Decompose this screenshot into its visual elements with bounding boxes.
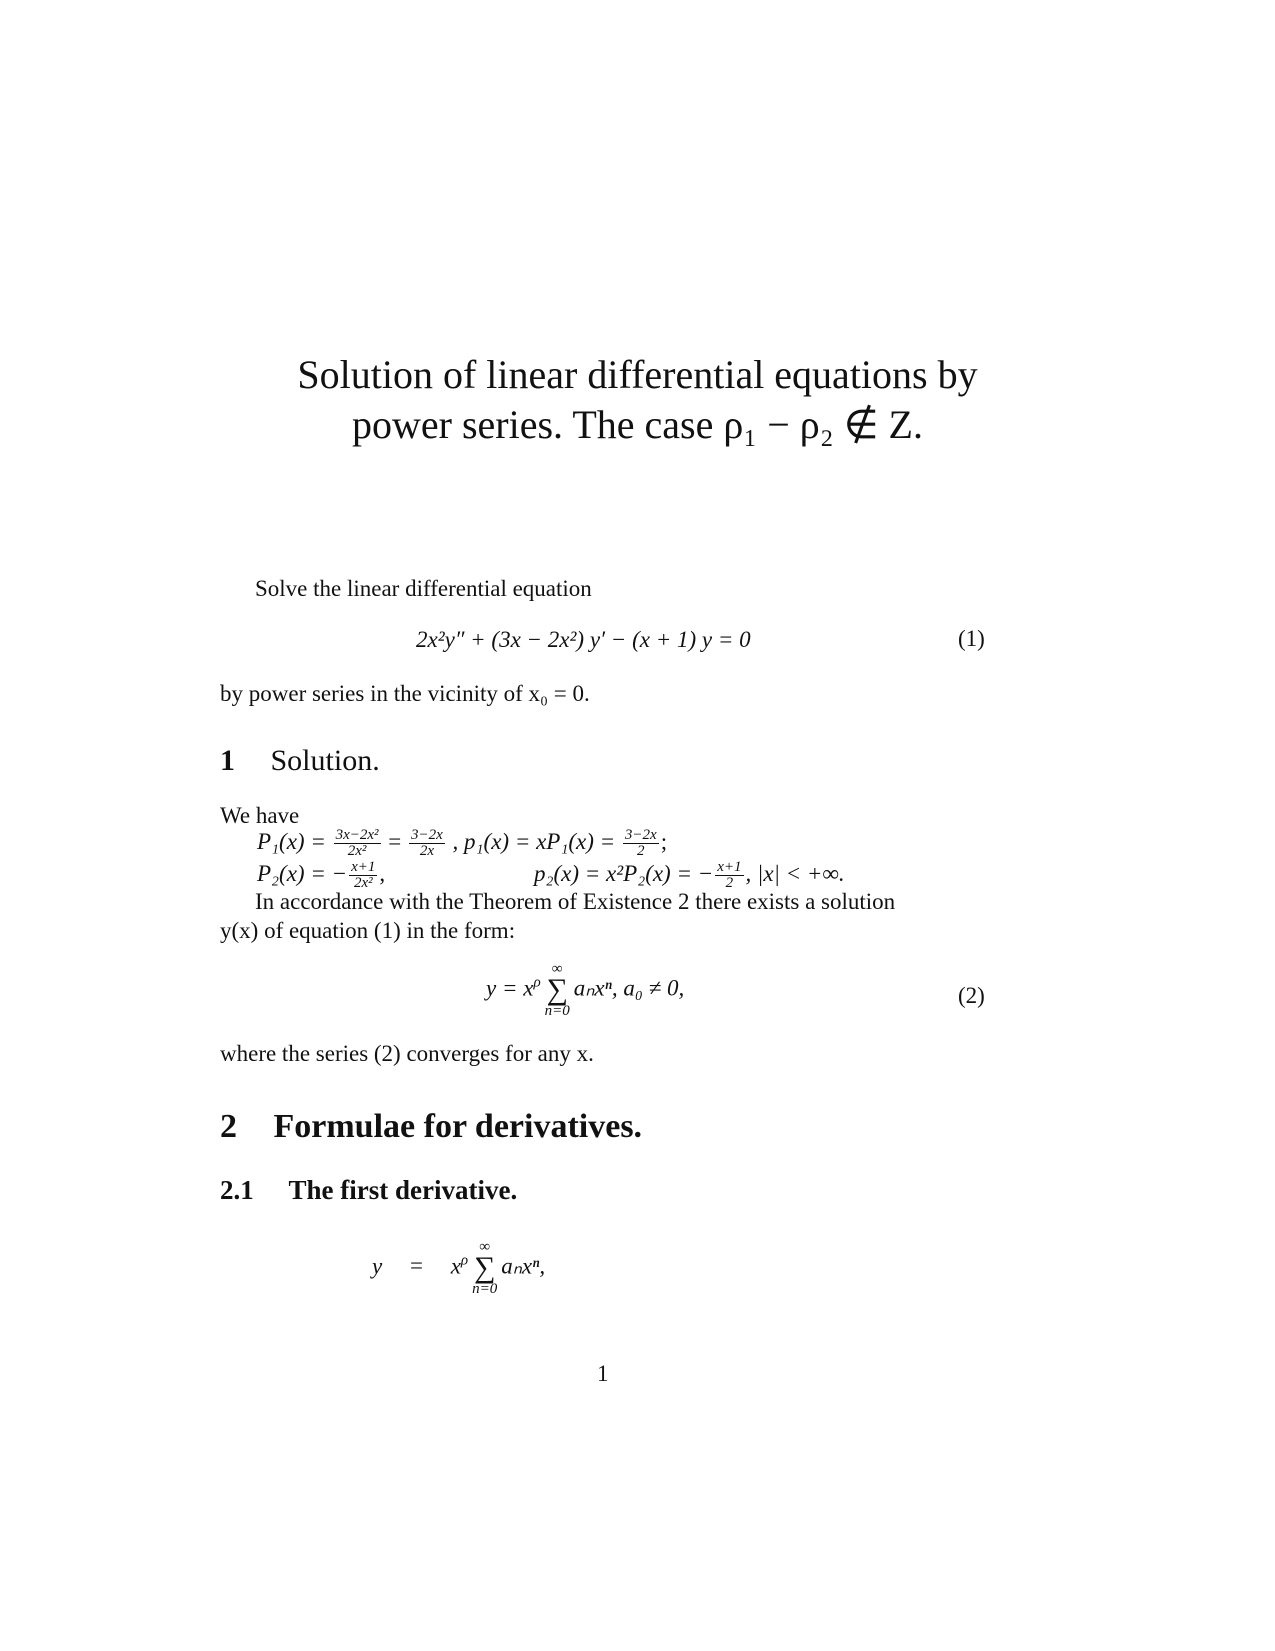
p2-definition-left bbox=[257, 860, 385, 891]
intro-lead: Solve the linear differential equation bbox=[255, 576, 592, 601]
fraction-d bbox=[349, 860, 377, 891]
derivative-summation-sigma: ∑ bbox=[473, 1251, 496, 1284]
fraction-b-numerator: 3−2x bbox=[411, 827, 443, 844]
section-1-number: 1 bbox=[220, 744, 235, 777]
fraction-d-numerator: x+1 bbox=[351, 859, 376, 876]
fraction-c-denominator: 2 bbox=[623, 843, 659, 859]
summation bbox=[545, 962, 570, 1018]
equation-2-number: (2) bbox=[958, 983, 985, 1008]
section-2-heading bbox=[220, 1108, 642, 1146]
equation-1-number: (1) bbox=[958, 626, 985, 651]
p2-small-definition: p₂(x) = x²P₂(x) = − bbox=[534, 861, 714, 886]
fraction-a-numerator: 3x−2x² bbox=[335, 827, 379, 844]
derivative-summation-lower-limit: n=0 bbox=[472, 1281, 498, 1297]
p2-lhs: P₂(x) = − bbox=[257, 861, 348, 886]
fraction-e-denominator: 2 bbox=[715, 875, 743, 891]
paper-title-line-2: power series. The case ρ₁ − ρ₂ ∉ Z. bbox=[352, 402, 923, 447]
equation-2-lhs: y = x bbox=[486, 975, 534, 1001]
section-1-heading bbox=[220, 744, 380, 778]
fraction-c-numerator: 3−2x bbox=[624, 827, 657, 844]
equation-1: 2x²y″ + (3x − 2x²) y′ − (x + 1) y = 0 bbox=[416, 627, 751, 652]
fraction-b-denominator: 2x bbox=[409, 843, 445, 859]
derivative-rho-exponent: ρ bbox=[460, 1252, 469, 1269]
convergence-note: where the series (2) converges for any x. bbox=[220, 1041, 594, 1066]
we-have-text: We have bbox=[220, 803, 300, 828]
summation-sigma: ∑ bbox=[546, 973, 568, 1006]
subsection-2-1-heading bbox=[220, 1174, 517, 1206]
fraction-a-denominator: 2x² bbox=[334, 843, 381, 859]
derivative-summation-upper-limit: ∞ bbox=[479, 1239, 491, 1255]
rho-exponent: ρ bbox=[533, 974, 541, 991]
derivative-equation bbox=[372, 1240, 545, 1296]
summation-lower-limit: n=0 bbox=[544, 1003, 570, 1019]
fraction-d-denominator: 2x² bbox=[349, 875, 377, 891]
subsection-2-1-title: The first derivative. bbox=[288, 1175, 518, 1205]
section-2-title: Formulae for derivatives. bbox=[273, 1108, 643, 1145]
fraction-e bbox=[715, 860, 743, 891]
derivative-lhs: y bbox=[372, 1253, 383, 1279]
equals-sign: = bbox=[388, 829, 402, 854]
equation-2 bbox=[486, 962, 684, 1018]
existence-paragraph-line-2: y(x) of equation (1) in the form: bbox=[220, 918, 516, 943]
fraction-e-numerator: x+1 bbox=[717, 859, 742, 876]
fraction-a bbox=[334, 828, 381, 859]
p2-tail: , |x| < +∞. bbox=[745, 861, 845, 886]
equation-2-rhs: aₙxⁿ, a₀ ≠ 0, bbox=[573, 975, 685, 1001]
section-1-title: Solution. bbox=[270, 744, 380, 777]
intro-after: by power series in the vicinity of x₀ = 0. bbox=[220, 681, 590, 706]
section-2-number: 2 bbox=[220, 1108, 237, 1145]
existence-paragraph-line-1: In accordance with the Theorem of Existence 2 there exists a solution bbox=[255, 889, 896, 914]
p1-small-definition: , p₁(x) = xP₁(x) = bbox=[452, 829, 616, 854]
derivative-rhs-series: aₙxⁿ, bbox=[501, 1253, 546, 1279]
fraction-c bbox=[623, 828, 659, 859]
derivative-summation bbox=[472, 1240, 497, 1296]
fraction-b bbox=[409, 828, 445, 859]
semicolon: ; bbox=[660, 829, 668, 854]
derivative-rhs-x: x bbox=[450, 1253, 461, 1279]
derivative-relation: = bbox=[409, 1253, 423, 1279]
p1-lhs: P₁(x) = bbox=[257, 829, 326, 854]
p1-definition-line bbox=[257, 828, 667, 859]
comma: , bbox=[379, 861, 386, 886]
summation-upper-limit: ∞ bbox=[551, 961, 563, 977]
subsection-2-1-number: 2.1 bbox=[220, 1175, 254, 1205]
page-number: 1 bbox=[597, 1361, 609, 1386]
paper-title-line-1: Solution of linear differential equations by bbox=[297, 352, 978, 397]
p2-definition-right bbox=[534, 860, 845, 891]
